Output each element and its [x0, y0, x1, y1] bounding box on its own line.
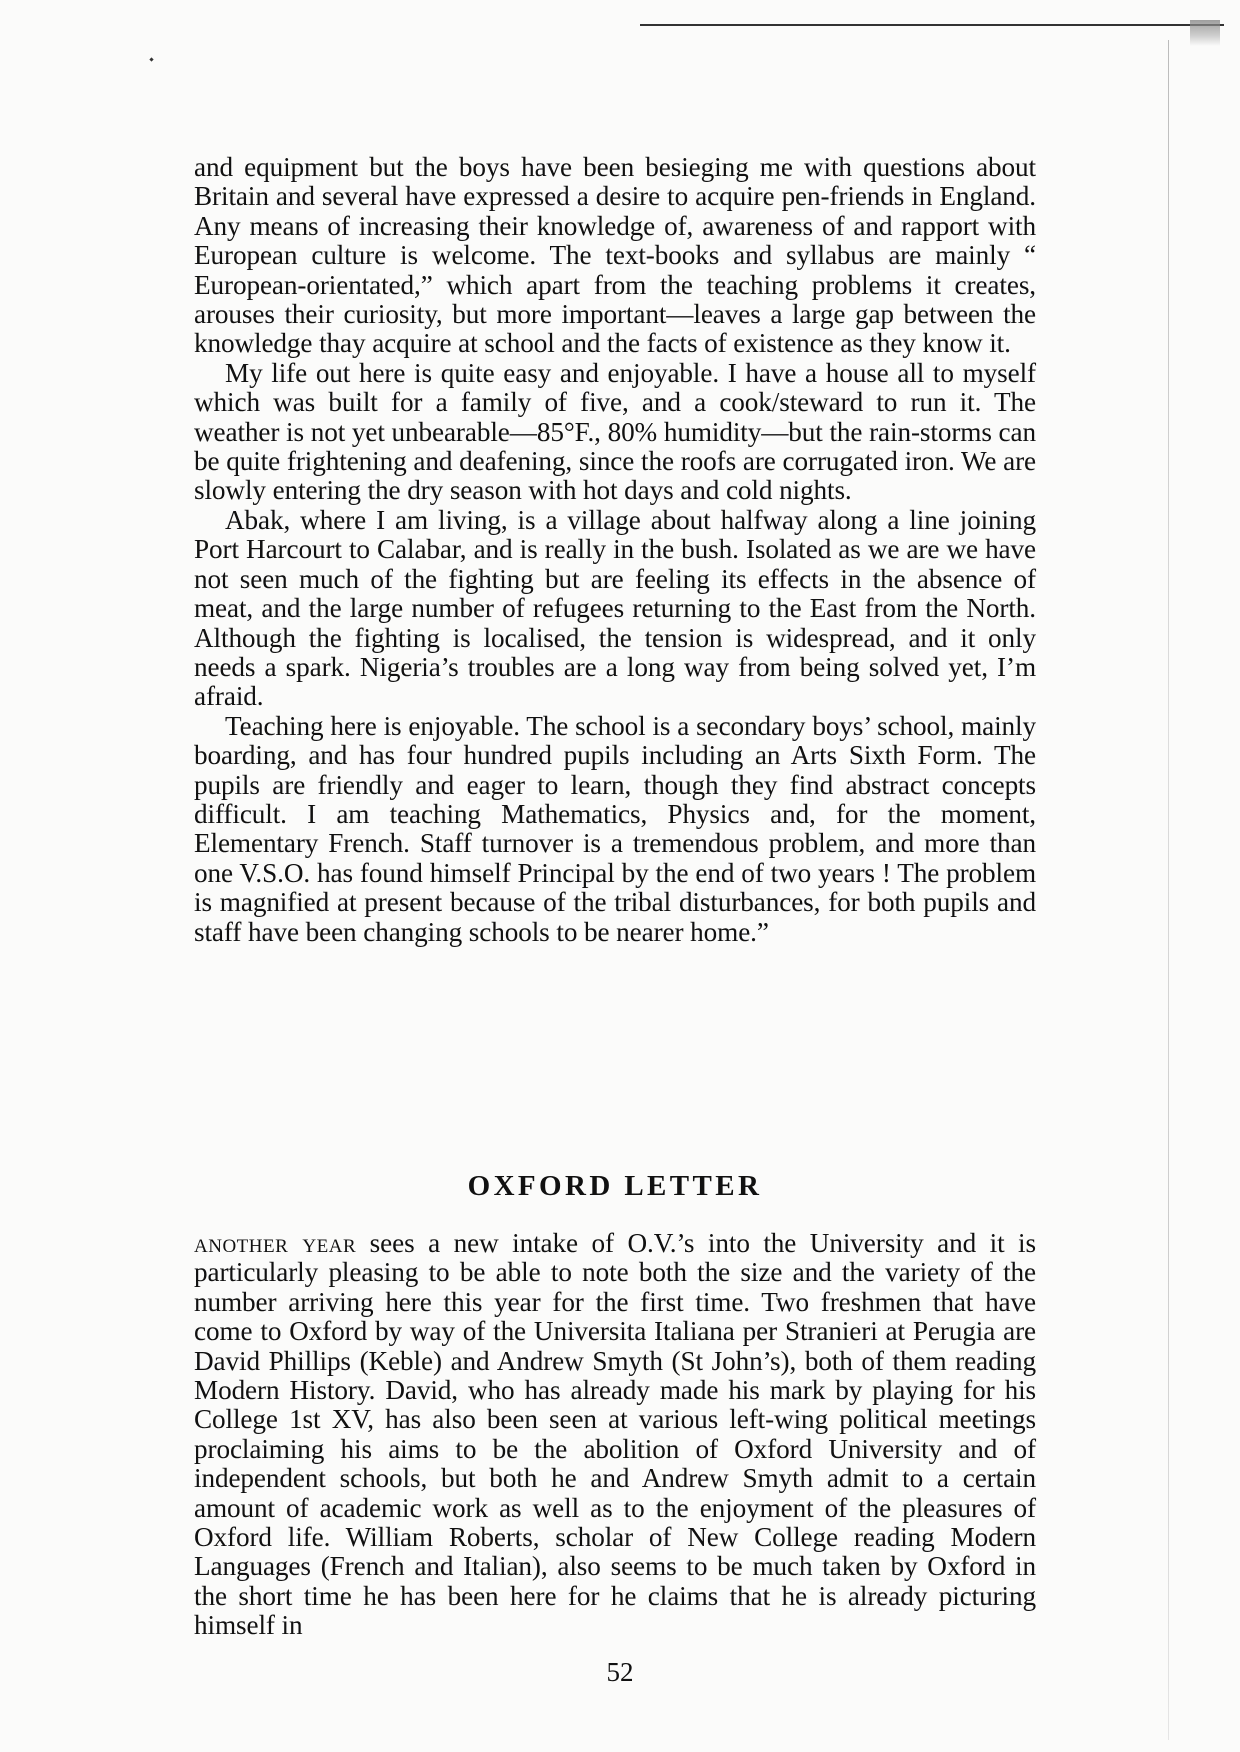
- paragraph-text: sees a new intake of O.V.’s into the University and it is particularly pleasing to be able to note both the size and the variety of the number arriving here this year for the first time. Two freshmen that have come to Oxford by way of the Universita Italiana per Stranieri at Perugia are David Phillips (Keble) and Andrew Smyth (St John’s), both of them reading Modern History. David, who has already made his mark by playing for his College 1st XV, has also been seen at various left-wing political meetings proclaiming his aims to be the abolition of Oxford University and of independent schools, but both he and Andrew Smyth admit to a certain amount of academic work as well as to the enjoyment of the pleasures of Oxford life. William Roberts, scholar of New College reading Modern Languages (French and Italian), also seems to be much taken by Oxford in the short time he has been here for he claims that he is already picturing himself in: [194, 1228, 1036, 1641]
- scan-corner-artifact: [1190, 20, 1220, 46]
- oxford-letter-body: [194, 1229, 1036, 1641]
- letter-continuation: [194, 153, 1036, 947]
- page-number: 52: [606, 1657, 634, 1687]
- scan-right-edge: [1168, 40, 1169, 1740]
- paragraph: Teaching here is enjoyable. The school is a secondary boys’ school, mainly boarding, and has four hundred pupils including an Arts Sixth Form. The pupils are friendly and eager to learn, though they find abstract concepts difficult. I am teaching Mathematics, Physics and, for the moment, Elementary French. Staff turnover is a tremendous problem, and more than one V.S.O. has found himself Principal by the end of two years ! The problem is magnified at present because of the tribal disturbances, for both pupils and staff have been changing schools to be nearer home.”: [194, 710, 1036, 947]
- paragraph: [194, 1229, 1036, 1641]
- paragraph: My life out here is quite easy and enjoyable. I have a house all to myself which was built for a family of five, and a cook/steward to run it. The weather is not yet unbearable—85°F., 80% humidity—but the rain-storms can be quite frightening and deafening, since the roofs are corrugated iron. We are slowly entering the dry season with hot days and cold nights.: [194, 357, 1036, 506]
- scan-speck: [149, 57, 153, 61]
- lead-in: another year: [194, 1228, 357, 1258]
- section-heading: OXFORD LETTER: [467, 1170, 763, 1202]
- paragraph: Abak, where I am living, is a village about halfway along a line joining Port Harcourt to Calabar, and is really in the bush. Isolated as we are we have not seen much of the fighting but are feeling its effects in the absence of meat, and the large number of refugees returning to the East from the North. Although the fighting is localised, the tension is widespread, and it only needs a spark. Nigeria’s troubles are a long way from being solved yet, I’m afraid.: [194, 504, 1036, 712]
- scan-top-rule: [640, 24, 1224, 26]
- paragraph: and equipment but the boys have been besieging me with questions about Britain and several have expressed a desire to acquire pen-friends in England. Any means of increasing their knowledge of, awareness of and rapport with European culture is welcome. The text-books and syllabus are mainly “ European-orientated,” which apart from the teaching problems it creates, arouses their curiosity, but more important—leaves a large gap between the knowledge thay acquire at school and the facts of existence as they know it.: [194, 152, 1036, 359]
